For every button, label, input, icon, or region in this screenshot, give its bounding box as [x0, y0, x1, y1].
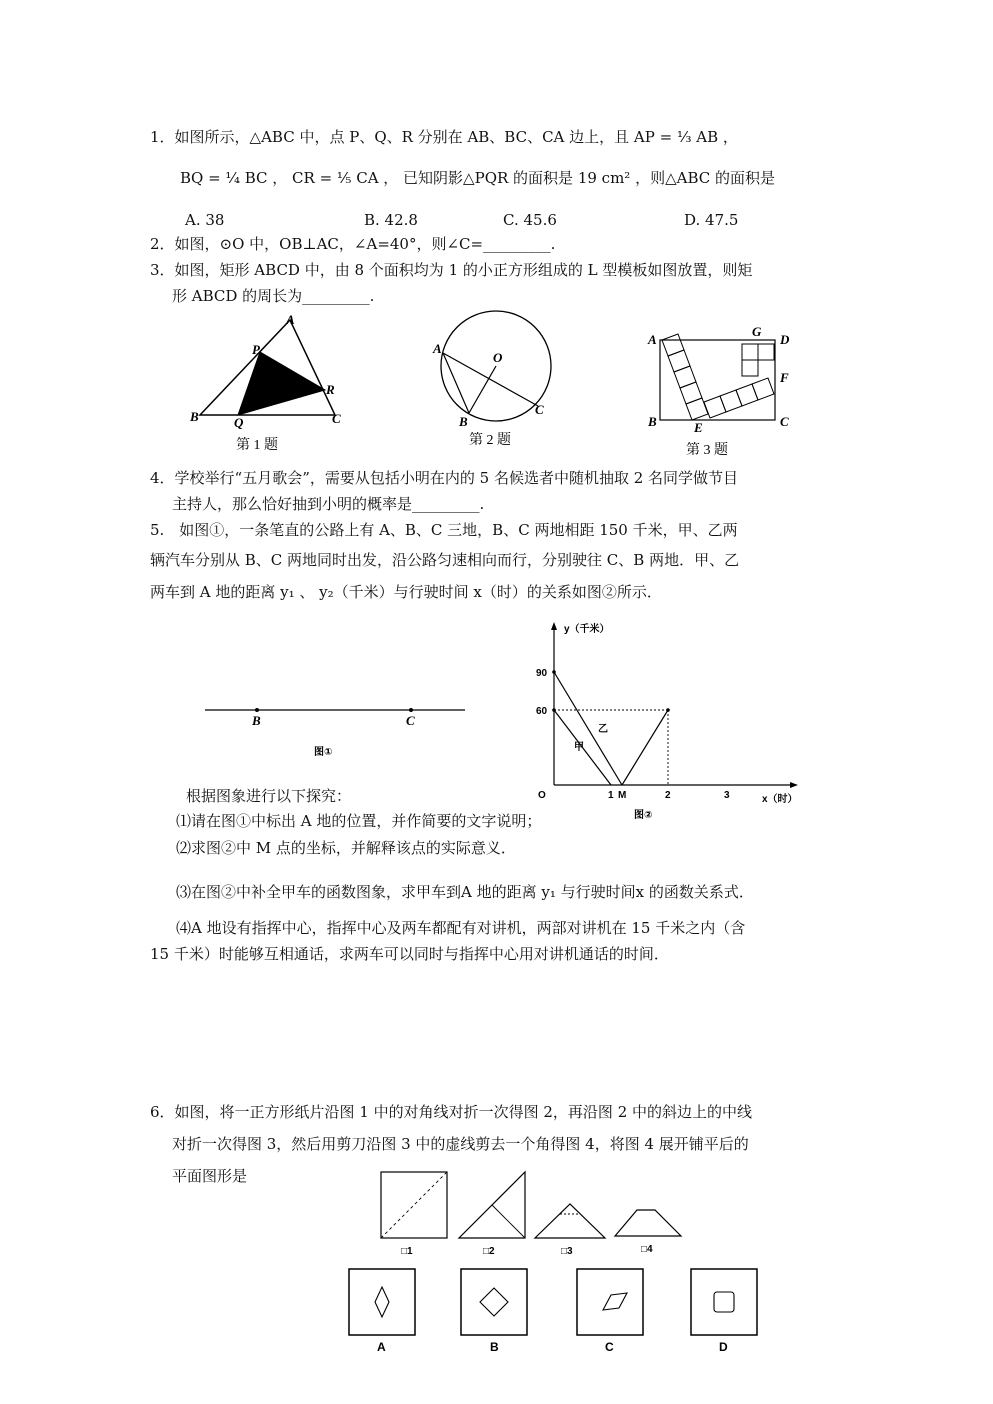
choice-c-parallelogram [603, 1293, 627, 1310]
choice-c-square [577, 1269, 643, 1335]
fig5a-label-c: C [406, 713, 415, 728]
x-tick-3: 3 [724, 790, 730, 801]
q5-part4-line1: ⑷A 地设有指挥中心，指挥中心及两车都配有对讲机，两部对讲机在 15 千米之内（含 [176, 919, 746, 937]
choice-label-c: C [605, 1340, 614, 1354]
choice-a-square [349, 1269, 415, 1335]
x-tick-1: 1 [608, 790, 614, 801]
x-tick-2: 2 [665, 790, 671, 801]
answer-choices [345, 1265, 765, 1355]
fig1-label-r: R [326, 382, 335, 397]
fig2-label-c: C [535, 402, 544, 417]
fig2-label-o: O [493, 350, 503, 365]
q1-option-a: A. 38 [185, 211, 225, 229]
point-m-label: M [618, 790, 627, 801]
fig5a-caption: 图① [314, 747, 333, 758]
figure-1 [180, 310, 360, 460]
figure-3 [640, 318, 810, 460]
x-axis-label: x（时） [762, 794, 798, 805]
choice-b-diamond [480, 1288, 508, 1316]
q6-line2: 对折一次得图 3，然后用剪刀沿图 3 中的虚线剪去一个角得图 4，将图 4 展开铺平后的 [172, 1135, 749, 1153]
fig3-label-d: D [780, 332, 790, 347]
origin-label: O [538, 790, 546, 801]
q4-line1: 4．学校举行“五月歌会”，需要从包括小明在内的 5 名候选者中随机抽取 2 名同学做节目 [150, 469, 739, 487]
q5-part4-line2: 15 千米）时能够互相通话，求两车可以同时与指挥中心用对讲机通话的时间． [150, 945, 669, 963]
choice-label-a: A [377, 1340, 386, 1354]
series-label-jia: 甲 [574, 742, 584, 753]
fold-caption-2: □2 [483, 1246, 495, 1257]
choice-d-inner-square [714, 1292, 734, 1312]
fig1-caption: 第 1 题 [236, 438, 278, 453]
y-tick-90: 90 [536, 668, 548, 679]
l-template [662, 334, 774, 420]
fold-step-4-shape [615, 1210, 681, 1236]
fold-caption-1: □1 [401, 1246, 413, 1257]
fig5b-caption: 图② [634, 810, 653, 821]
fig3-label-a: A [648, 332, 657, 347]
y-axis-label: y（千米） [564, 624, 610, 635]
series-yi-descending [554, 672, 622, 785]
q3-line2: 形 ABCD 的周长为_________. [172, 287, 375, 305]
q1-option-b: B. 42.8 [364, 211, 418, 229]
q1-option-c: C. 45.6 [503, 211, 557, 229]
series-yi-ascending [622, 710, 668, 785]
choice-label-b: B [490, 1340, 499, 1354]
q1-line1: 1．如图所示，△ABC 中，点 P、Q、R 分别在 AB、BC、CA 边上，且 AP = ¹⁄₃ AB ， [150, 128, 738, 146]
figure-2 [425, 308, 565, 453]
q5-part2: ⑵求图②中 M 点的坐标，并解释该点的实际意义． [176, 839, 516, 857]
fig3-label-c: C [780, 414, 789, 429]
choice-a-rhombus [375, 1287, 389, 1317]
fold-step-3-triangle [535, 1204, 605, 1238]
q5-part1: ⑴请在图①中标出 A 地的位置，并作简要的文字说明； [176, 812, 542, 830]
fig1-label-b: B [190, 409, 199, 424]
fig3-label-e: E [694, 420, 703, 435]
fig2-caption: 第 2 题 [469, 433, 511, 448]
fig3-label-b: B [648, 414, 657, 429]
choice-label-d: D [719, 1340, 728, 1354]
fig3-caption: 第 3 题 [686, 443, 728, 458]
q4-line2: 主持人，那么恰好抽到小明的概率是_________. [172, 495, 485, 513]
fig3-label-f: F [780, 370, 789, 385]
fig1-label-p: P [252, 342, 260, 357]
q5-intro: 根据图象进行以下探究： [186, 787, 352, 805]
figure-5b-graph [520, 618, 810, 828]
q3-line1: 3．如图，矩形 ABCD 中，由 8 个面积均为 1 的小正方形组成的 L 型模板如图放置，则矩 [150, 261, 753, 279]
fold-caption-3: □3 [561, 1246, 573, 1257]
choice-b-square [461, 1269, 527, 1335]
series-label-yi: 乙 [598, 724, 608, 735]
choice-d-square [691, 1269, 757, 1335]
q6-line1: 6．如图，将一正方形纸片沿图 1 中的对角线对折一次得图 2，再沿图 2 中的斜边上的中线 [150, 1103, 753, 1121]
figure-5a-road [200, 695, 470, 765]
q6-line3: 平面图形是 [172, 1167, 248, 1185]
fig1-label-q: Q [234, 415, 244, 430]
fold-caption-4: □4 [641, 1244, 653, 1255]
q5-line1: 5. 如图①，一条笔直的公路上有 A、B、C 三地，B、C 两地相距 150 千米，甲、乙两 [150, 521, 738, 539]
y-tick-60: 60 [536, 706, 548, 717]
q1-line2: BQ = ¹⁄₄ BC ， CR = ¹⁄₅ CA ， 已知阴影△PQR 的面积是 19 cm² ，则△ABC 的面积是 [180, 169, 775, 187]
fig1-label-c: C [332, 411, 341, 426]
fold-sequence [375, 1168, 695, 1260]
fig3-label-g: G [752, 324, 762, 339]
q5-line2: 辆汽车分别从 B、C 两地同时出发，沿公路匀速相向而行，分别驶往 C、B 两地．甲、乙 [150, 551, 740, 569]
q2-text: 2．如图，⊙O 中，OB⊥AC，∠A=40°，则∠C=_________. [150, 235, 556, 253]
q5-line3: 两车到 A 地的距离 y₁ 、 y₂（千米）与行驶时间 x（时）的关系如图②所示． [150, 583, 662, 601]
fig2-label-a: A [433, 341, 442, 356]
fig1-label-a: A [286, 312, 295, 327]
fig5a-label-b: B [252, 713, 261, 728]
q1-option-d: D. 47.5 [684, 211, 739, 229]
fig2-label-b: B [459, 414, 468, 429]
q5-part3: ⑶在图②中补全甲车的函数图象，求甲车到A 地的距离 y₁ 与行驶时间x 的函数关系式． [176, 883, 754, 901]
